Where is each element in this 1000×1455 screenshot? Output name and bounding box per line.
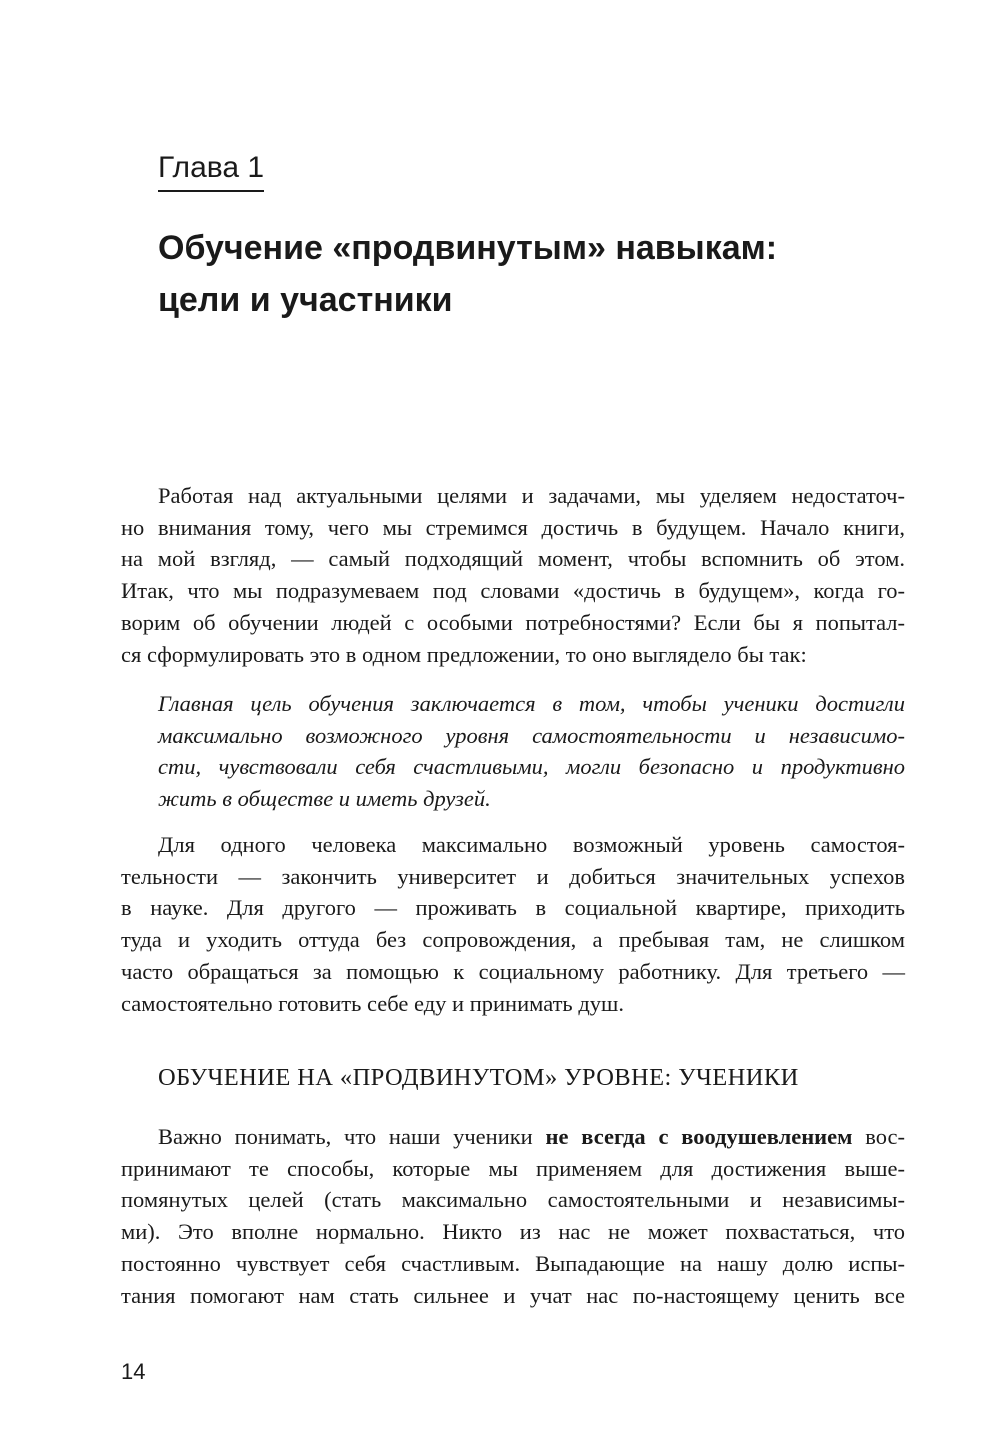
students-paragraph [121, 1121, 905, 1311]
text-fragment: вос- [852, 1124, 906, 1149]
text-line: тельности — закончить университет и добиться значительных успехов [121, 863, 905, 889]
text-line: ворим об обучении людей с особыми потребностями? Если бы я попытал- [121, 609, 905, 635]
text-line: помянутых целей (стать максимально самостоятельными и независимы- [121, 1187, 905, 1213]
independence-paragraph [121, 829, 905, 1019]
intro-paragraph [121, 480, 905, 670]
text-line: ми). Это вполне нормально. Никто из нас не может похвастаться, что [121, 1219, 905, 1245]
chapter-title [158, 222, 918, 326]
quote-line: жить в обществе и иметь друзей. [158, 786, 491, 812]
text-line: на мой взгляд, — самый подходящий момент, чтобы вспомнить об этом. [121, 546, 905, 572]
section-heading: ОБУЧЕНИЕ НА «ПРОДВИНУТОМ» УРОВНЕ: УЧЕНИКИ [158, 1064, 799, 1091]
chapter-title-line: Обучение «продвинутым» навыкам: [158, 229, 778, 267]
chapter-label: Глава 1 [158, 148, 264, 192]
quote-line: Главная цель обучения заключается в том, чтобы ученики достигли [158, 691, 905, 716]
text-line: постоянно чувствует себя счастливым. Выпадающие на нашу долю испы- [121, 1250, 905, 1276]
text-line: ся сформулировать это в одном предложении, то оно выглядело бы так: [121, 641, 807, 667]
text-line [121, 1121, 905, 1153]
text-line: туда и уходить оттуда без сопровождения, а пребывая там, не слишком [121, 927, 905, 953]
quote-line: максимально возможного уровня самостоятельности и независимо- [158, 722, 905, 748]
text-line: самостоятельно готовить себе еду и принимать душ. [121, 990, 624, 1016]
text-line: часто обращаться за помощью к социальному работнику. Для третьего — [121, 958, 905, 984]
goal-quote [158, 688, 905, 815]
text-line: принимают те способы, которые мы применяем для достижения выше- [121, 1155, 905, 1181]
page-number: 14 [121, 1359, 146, 1384]
text-line: Для одного человека максимально возможный уровень самостоя- [158, 832, 905, 857]
chapter-title-line: цели и участники [158, 281, 453, 319]
text-line: Итак, что мы подразумеваем под словами «достичь в будущем», когда го- [121, 578, 905, 604]
text-line: в науке. Для другого — проживать в социальной квартире, приходить [121, 895, 905, 921]
emphasis-text: не всегда с воодушевлением [545, 1124, 853, 1149]
quote-line: сти, чувствовали себя счастливыми, могли безопасно и продуктивно [158, 754, 905, 780]
text-fragment: Важно понимать, что наши ученики [158, 1124, 546, 1149]
text-line: Работая над актуальными целями и задачами, мы уделяем недостаточ- [158, 483, 905, 508]
text-line: но внимания тому, чего мы стремимся достичь в будущем. Начало книги, [121, 514, 905, 540]
text-line: тания помогают нам стать сильнее и учат нас по-настоящему ценить все [121, 1282, 905, 1308]
